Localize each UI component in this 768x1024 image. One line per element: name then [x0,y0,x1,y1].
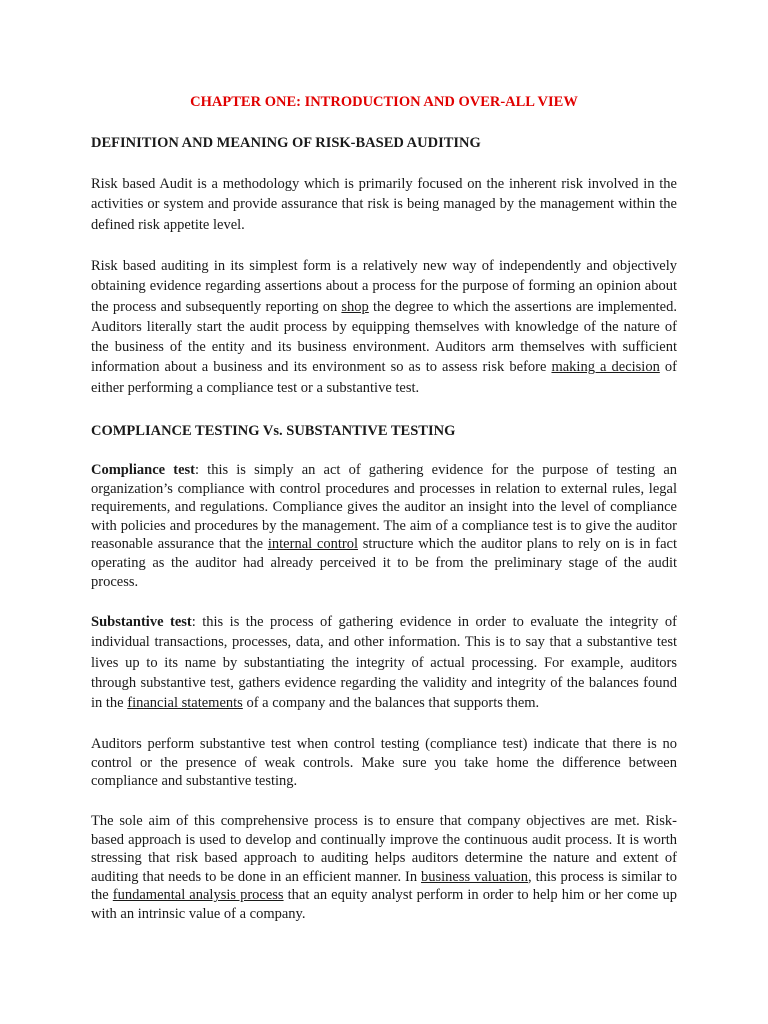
paragraph-text: the degree to which the assertions are implemented. Auditors literally start the audit process by equipping themselves with knowledge of the nature of the business of the entity and its business environment. Auditors arm themselves with sufficient information about a business and its environment so as to assess risk before [91,298,677,376]
paragraph-text: Risk based auditing in its simplest form is a relatively new way of independently and objectively obtaining evidence regarding assertions about a process for the purpose of forming an opinion about the process and subsequently reporting on [91,258,677,315]
paragraph-text: : this is simply an act of gathering evidence for the purpose of testing an organization’s compliance with control procedures and processes in relation to external rules, legal requirements, and regulations. Compliance gives the auditor an insight into the level of compliance with policies and procedures by the management. The aim of a compliance test is to give the auditor reasonable assurance that the [91,462,678,553]
paragraph-risk-based-auditing [91,256,677,398]
comparison-heading: COMPLIANCE TESTING Vs. SUBSTANTIVE TESTING [91,423,456,439]
paragraph-perform-substantive [91,735,677,791]
paragraph-text: of a company and the balances that supports them. [242,695,540,712]
paragraph-text: Auditors perform substantive test when control testing (compliance test) indicate that there is no control or the presence of weak controls. Make sure you take home the difference between compliance and substantive testing. [91,736,677,790]
paragraph-text: of either performing a compliance test or a substantive test. [91,359,677,396]
link-business-valuation[interactable]: business valuation [421,868,529,885]
paragraph-text: that an equity analyst perform in order to help him or her come up with an intrinsic value of a company. [91,887,678,922]
definition-heading: DEFINITION AND MEANING OF RISK-BASED AUDITING [91,135,481,151]
link-internal-control[interactable]: internal control [267,536,358,553]
paragraph-text: The sole aim of this comprehensive process is to ensure that company objectives are met. Risk-based approach is used to develop and continually improve the continuous audit process. It is worth stressing that risk based approach to auditing helps auditors determine the nature and extent of auditing that needs to be done in an efficient manner. In [91,813,677,885]
link-shop[interactable]: shop [341,298,369,315]
paragraph-text: Risk based Audit is a methodology which is primarily focused on the inherent risk involved in the activities or system and provide assurance that risk is being managed by the management within the defined risk appetite level. [91,176,677,233]
link-making-a-decision[interactable]: making a decision [551,359,660,376]
paragraph-compliance-test [91,461,677,591]
paragraph-text: structure which the auditor plans to rely on is in fact operating as the auditor had already perceived it to be from the preliminary stage of the audit process. [91,536,677,590]
link-fundamental-analysis-process[interactable]: fundamental analysis process [112,887,284,904]
compliance-term: Compliance test [91,462,195,478]
paragraph-substantive-test [91,612,677,713]
link-financial-statements[interactable]: financial statements [127,695,243,712]
paragraph-definition [91,174,677,235]
paragraph-text: : this is the process of gathering evidence in order to evaluate the integrity of individual transactions, processes, data, and other information. This is to say that a substantive test lives up to its name by substantiating the integrity of actual processing. For example, auditors through substantive test, gathers evidence regarding the validity and integrity of the balances found in the [91,614,677,712]
paragraph-text: , this process is similar to the [91,868,677,904]
paragraph-sole-aim [91,812,677,924]
chapter-title: CHAPTER ONE: INTRODUCTION AND OVER-ALL VIEW [190,94,578,110]
substantive-term: Substantive test [91,614,192,630]
